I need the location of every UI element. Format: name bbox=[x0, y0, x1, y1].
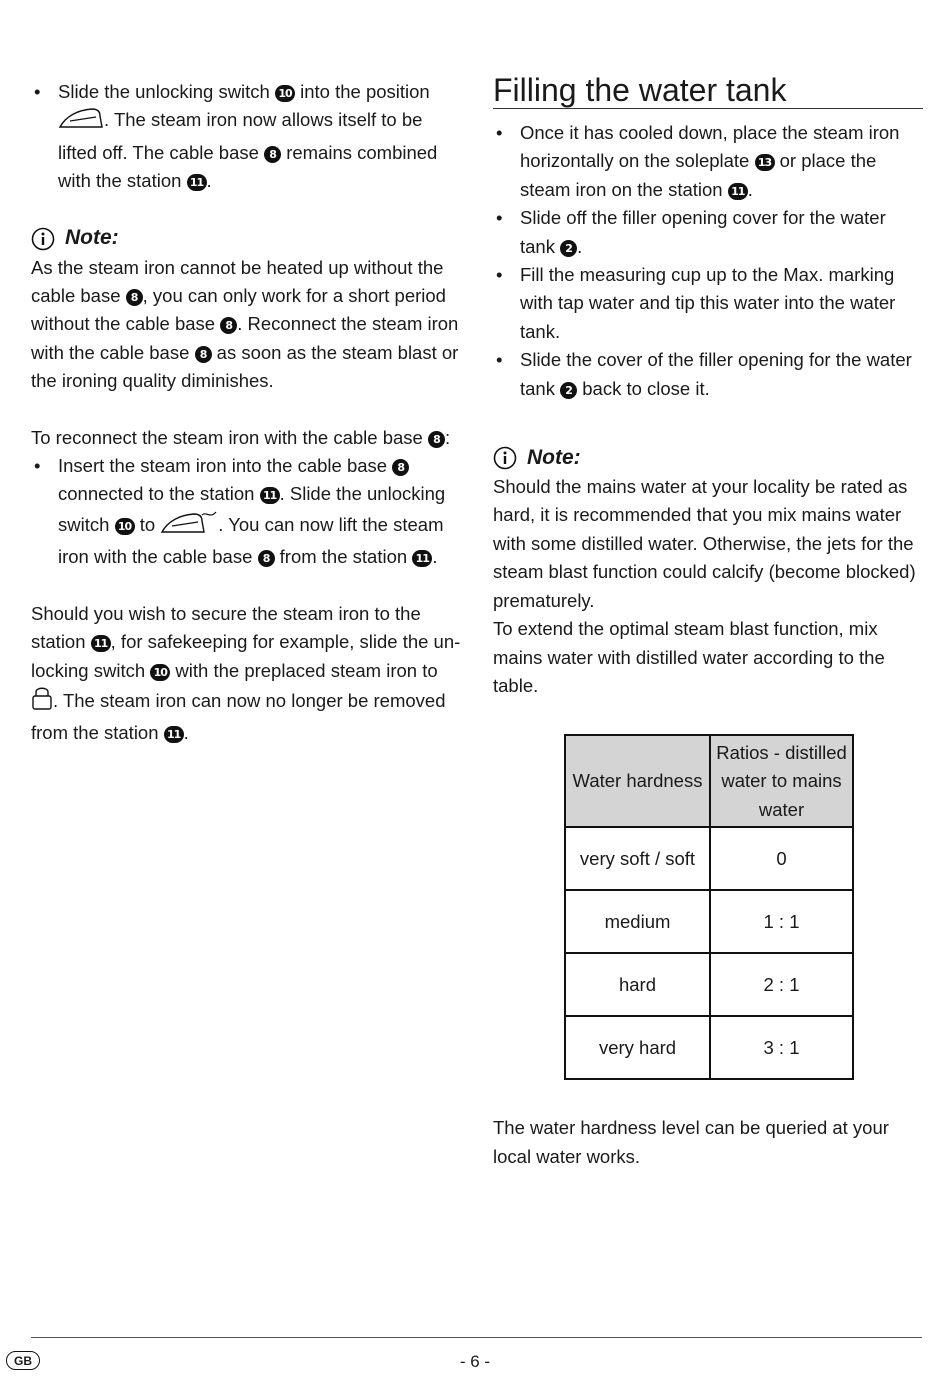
list-item: • Fill the measuring cup up to the Max. marking with tap water and tip this water into the water tank. bbox=[493, 261, 923, 346]
section-heading: Filling the water tank bbox=[493, 72, 923, 109]
table-cell: medium bbox=[565, 890, 710, 953]
part-number-badge: 2 bbox=[560, 382, 577, 399]
right-column bbox=[493, 72, 923, 1171]
unlock-list bbox=[31, 78, 463, 196]
part-number-badge: 8 bbox=[195, 346, 212, 363]
table-cell: very soft / soft bbox=[565, 827, 710, 890]
table-row bbox=[565, 1016, 853, 1079]
table-header-cell: Water hardness bbox=[565, 735, 710, 827]
page-number: - 6 - bbox=[459, 1352, 491, 1371]
list-item: • Once it has cooled down, place the steam iron horizontally on the soleplate 13 or place the steam iron on the station 11 . bbox=[493, 119, 923, 204]
note-heading bbox=[31, 224, 463, 254]
note-title: Note: bbox=[65, 226, 119, 250]
part-number-badge: 8 bbox=[392, 459, 409, 476]
language-badge: GB bbox=[6, 1351, 40, 1370]
list-item: • Insert the steam iron into the cable base 8 connected to the station 11 . Slide the unlocking switch 10 to . You can now lift the steam iron with the cable base 8 from the station 11 . bbox=[31, 452, 463, 572]
table-cell: 1 : 1 bbox=[710, 890, 853, 953]
list-item: • Slide the cover of the filler opening for the water tank 2 back to close it. bbox=[493, 346, 923, 403]
reconnect-intro: To reconnect the steam iron with the cable base 8 : bbox=[31, 426, 451, 448]
info-icon bbox=[493, 446, 517, 470]
note-text: As the steam iron cannot be heated up without the cable base 8 , you can only work for a short period without the cable base 8 . Reconnect the steam iron with the cable base 8 as soon as the steam blast or the ironing quality diminishes. bbox=[31, 256, 459, 392]
note-text: Should the mains water at your locality be rated as hard, it is recommended that you mix mains water with some distilled water. Otherwise, the jets for the steam blast function could calcify (become blocked) prematurely. bbox=[493, 476, 916, 611]
part-number-badge: 11 bbox=[412, 550, 432, 567]
note-heading bbox=[493, 443, 923, 473]
filling-steps-list bbox=[493, 119, 923, 403]
table-cell: 2 : 1 bbox=[710, 953, 853, 1016]
table-header-row bbox=[565, 735, 853, 827]
part-number-badge: 8 bbox=[428, 431, 445, 448]
part-number-badge: 10 bbox=[115, 518, 135, 535]
note-text: To extend the optimal steam blast function, mix mains water with distilled water according to the table. bbox=[493, 618, 885, 696]
part-number-badge: 8 bbox=[258, 550, 275, 567]
part-number-badge: 8 bbox=[264, 146, 281, 163]
iron-unlocked-icon bbox=[58, 106, 104, 138]
part-number-badge: 11 bbox=[728, 183, 748, 200]
part-number-badge: 8 bbox=[126, 289, 143, 306]
table-cell: 3 : 1 bbox=[710, 1016, 853, 1079]
part-number-badge: 11 bbox=[164, 726, 184, 743]
iron-with-cable-icon bbox=[160, 509, 218, 543]
list-item: • Slide the unlocking switch 10 into the position . The steam iron now allows itself to be lifted off. The cable base 8 remains combined with the station 11 . bbox=[31, 78, 463, 196]
part-number-badge: 10 bbox=[150, 664, 170, 681]
table-row bbox=[565, 827, 853, 890]
table-cell: very hard bbox=[565, 1016, 710, 1079]
secure-paragraph: Should you wish to secure the steam iron to the station 11 , for safekeeping for example, slide the un-locking switch 10 with the preplaced steam iron to . The steam iron can now no longer be removed from the station 11 . bbox=[31, 602, 461, 744]
footer-divider bbox=[31, 1337, 922, 1338]
padlock-icon bbox=[31, 685, 53, 719]
table-header-cell: Ratios - distilled water to mains water bbox=[710, 735, 853, 827]
part-number-badge: 11 bbox=[187, 174, 207, 191]
list-item: • Slide off the filler opening cover for the water tank 2 . bbox=[493, 204, 923, 261]
part-number-badge: 2 bbox=[560, 240, 577, 257]
part-number-badge: 8 bbox=[220, 317, 237, 334]
part-number-badge: 11 bbox=[91, 635, 111, 652]
part-number-badge: 11 bbox=[260, 487, 280, 504]
table-row bbox=[565, 953, 853, 1016]
part-number-badge: 13 bbox=[755, 154, 775, 171]
closing-paragraph: The water hardness level can be queried at your local water works. bbox=[493, 1117, 889, 1167]
table-cell: hard bbox=[565, 953, 710, 1016]
water-hardness-table bbox=[564, 734, 854, 1080]
note-title: Note: bbox=[527, 445, 581, 469]
part-number-badge: 10 bbox=[275, 85, 295, 102]
left-column bbox=[31, 78, 463, 748]
info-icon bbox=[31, 227, 55, 251]
table-cell: 0 bbox=[710, 827, 853, 890]
reconnect-list bbox=[31, 452, 463, 572]
table-row bbox=[565, 890, 853, 953]
